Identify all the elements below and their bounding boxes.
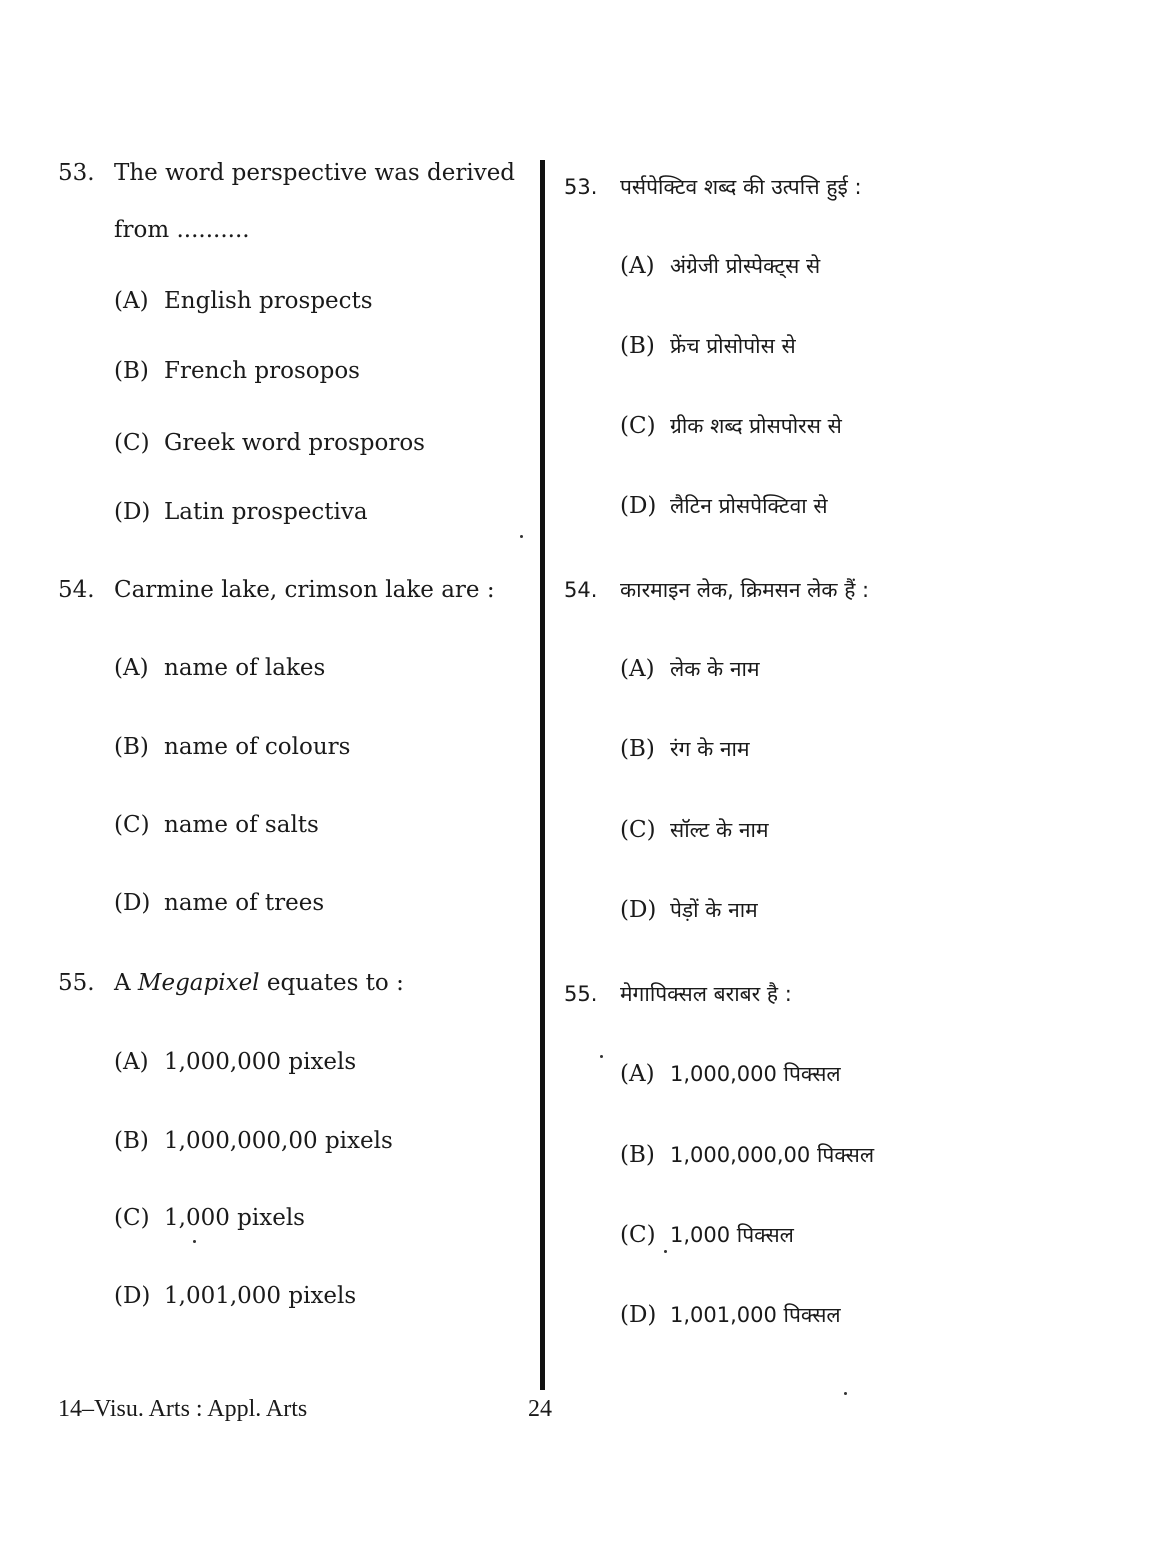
option-b xyxy=(620,1140,874,1170)
option-label: (D) xyxy=(114,499,151,525)
option-label: (C) xyxy=(620,817,656,843)
option-text: Greek word prosporos xyxy=(164,430,425,456)
option-label: (C) xyxy=(114,430,150,456)
option-a xyxy=(114,286,373,316)
option-b xyxy=(620,331,796,361)
question-number: 53. xyxy=(564,175,598,199)
scan-speck xyxy=(844,1392,847,1395)
scan-speck xyxy=(193,1240,196,1243)
option-label: (B) xyxy=(620,1142,655,1168)
option-c xyxy=(114,1203,305,1233)
option-text: name of colours xyxy=(164,734,351,760)
question-number: 53. xyxy=(58,160,95,186)
option-text: English prospects xyxy=(164,288,373,314)
scan-speck xyxy=(600,1055,603,1058)
option-label: (C) xyxy=(114,812,150,838)
option-label: (A) xyxy=(114,1049,149,1075)
option-text: French prosopos xyxy=(164,358,360,384)
option-label: (D) xyxy=(620,1302,657,1328)
option-d xyxy=(620,1300,841,1330)
option-text: रंग के नाम xyxy=(670,737,750,761)
option-text: 1,001,000 pixels xyxy=(164,1283,357,1309)
option-text: ग्रीक शब्द प्रोसपोरस से xyxy=(670,414,842,438)
question-number: 54. xyxy=(58,577,95,603)
option-label: (A) xyxy=(114,655,149,681)
option-label: (B) xyxy=(620,736,655,762)
option-text: सॉल्ट के नाम xyxy=(670,818,769,842)
option-c xyxy=(114,428,425,458)
option-label: (C) xyxy=(114,1205,150,1231)
option-label: (C) xyxy=(620,413,656,439)
option-c xyxy=(620,1220,794,1250)
option-d xyxy=(620,895,758,925)
option-text: name of trees xyxy=(164,890,325,916)
option-label: (A) xyxy=(620,1061,655,1087)
question-text-after: equates to : xyxy=(259,970,404,996)
option-text: 1,000 पिक्सल xyxy=(670,1223,794,1247)
option-text: 1,000,000 पिक्सल xyxy=(670,1062,841,1086)
option-label: (B) xyxy=(114,1128,149,1154)
question-text-italic: Megapixel xyxy=(137,970,260,996)
option-label: (A) xyxy=(620,253,655,279)
option-label: (D) xyxy=(114,890,151,916)
option-text: पेड़ों के नाम xyxy=(670,898,758,922)
option-label: (A) xyxy=(620,656,655,682)
question-text-line2: from .......... xyxy=(114,217,250,243)
option-c xyxy=(114,810,319,840)
option-b xyxy=(114,1126,393,1156)
option-text: 1,000 pixels xyxy=(164,1205,305,1231)
option-text: 1,000,000,00 pixels xyxy=(164,1128,393,1154)
option-text: 1,000,000 pixels xyxy=(164,1049,357,1075)
option-b xyxy=(114,732,350,762)
option-text: अंग्रेजी प्रोस्पेक्ट्स से xyxy=(670,254,821,278)
option-label: (D) xyxy=(114,1283,151,1309)
option-text: लेक के नाम xyxy=(670,657,760,681)
footer-subject: 14–Visu. Arts : Appl. Arts xyxy=(58,1396,308,1422)
option-a xyxy=(620,654,760,684)
option-text: लैटिन प्रोसपेक्टिवा से xyxy=(670,494,828,518)
option-a xyxy=(620,1059,841,1089)
option-label: (B) xyxy=(620,333,655,359)
option-text: name of salts xyxy=(164,812,319,838)
option-label: (A) xyxy=(114,288,149,314)
scan-speck xyxy=(520,535,523,538)
question-number: 54. xyxy=(564,578,598,602)
option-b xyxy=(114,356,360,386)
option-b xyxy=(620,734,750,764)
option-a xyxy=(114,653,325,683)
question-text-line1: The word perspective was derived xyxy=(114,160,516,186)
question-text xyxy=(114,968,404,998)
option-c xyxy=(620,411,842,441)
option-text: Latin prospectiva xyxy=(164,499,368,525)
option-label: (D) xyxy=(620,493,657,519)
option-text: 1,000,000,00 पिक्सल xyxy=(670,1143,875,1167)
option-text: name of lakes xyxy=(164,655,326,681)
option-d xyxy=(114,1281,356,1311)
option-c xyxy=(620,815,769,845)
option-a xyxy=(620,251,820,281)
option-d xyxy=(620,491,828,521)
scan-speck xyxy=(664,1250,667,1253)
option-label: (B) xyxy=(114,734,149,760)
question-number: 55. xyxy=(564,982,598,1006)
option-label: (D) xyxy=(620,897,657,923)
question-text-before: A xyxy=(114,970,138,996)
option-label: (B) xyxy=(114,358,149,384)
page-number: 24 xyxy=(528,1396,552,1422)
option-a xyxy=(114,1047,356,1077)
option-text: फ्रेंच प्रोसोपोस से xyxy=(670,334,796,358)
column-divider xyxy=(540,160,545,1390)
question-number: 55. xyxy=(58,970,95,996)
option-d xyxy=(114,888,324,918)
option-text: 1,001,000 पिक्सल xyxy=(670,1303,841,1327)
question-text: पर्सपेक्टिव शब्द की उत्पत्ति हुई : xyxy=(620,175,862,199)
question-text: कारमाइन लेक, क्रिमसन लेक हैं : xyxy=(620,578,870,602)
option-d xyxy=(114,497,368,527)
question-text: Carmine lake, crimson lake are : xyxy=(114,577,495,603)
question-text: मेगापिक्सल बराबर है : xyxy=(620,982,792,1006)
option-label: (C) xyxy=(620,1222,656,1248)
